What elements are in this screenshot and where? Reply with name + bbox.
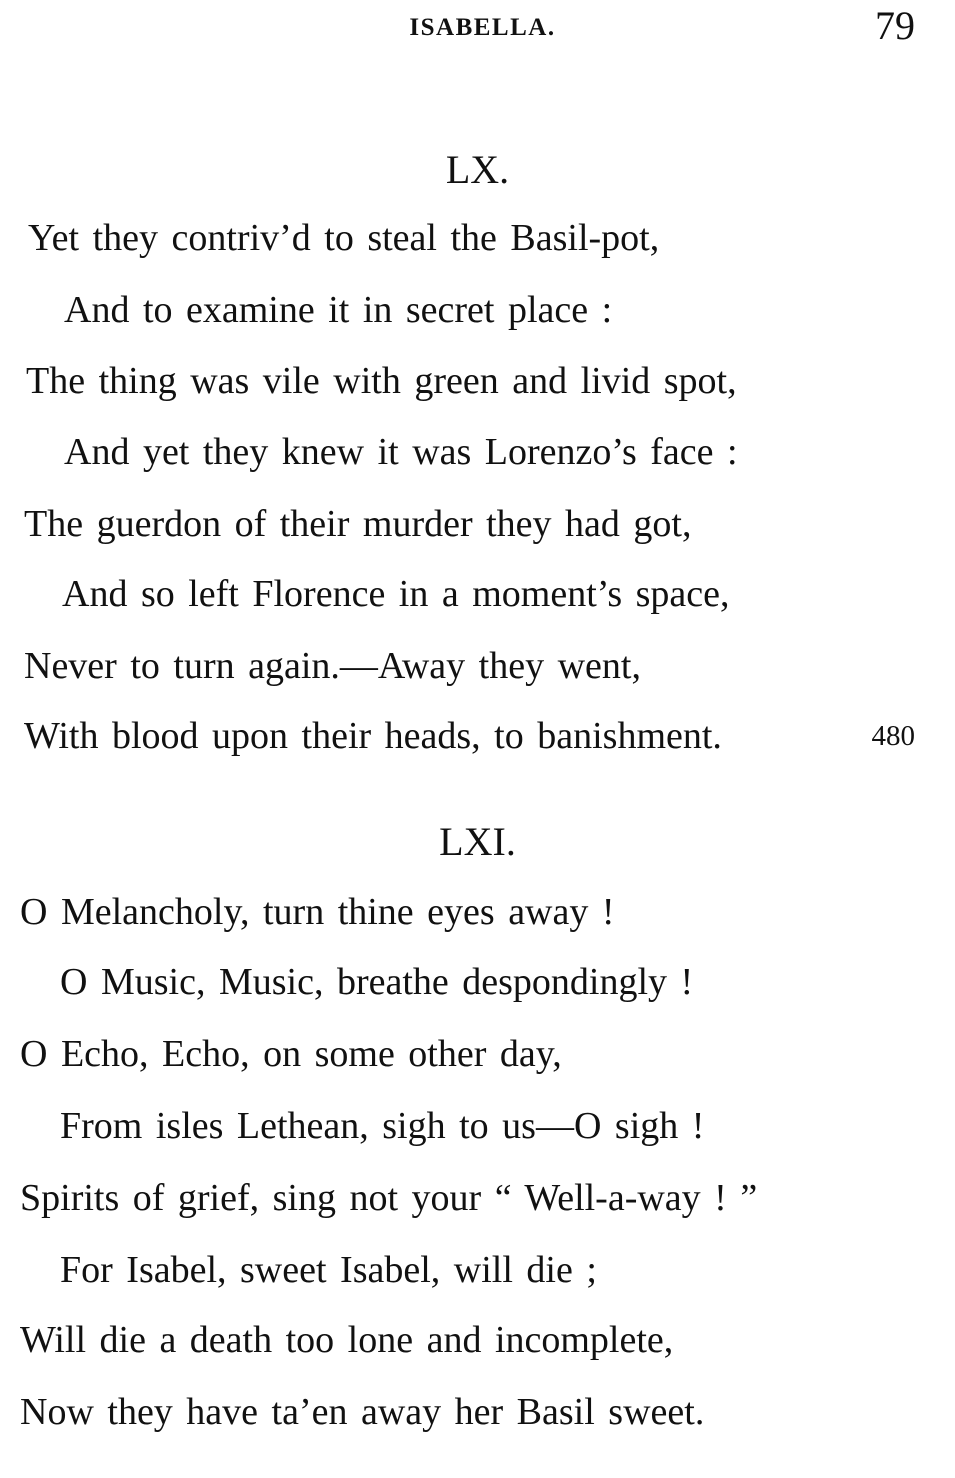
verse-line: O Music, Music, breathe despondingly !: [60, 961, 694, 1003]
verse-line: The thing was vile with green and livid spot,: [26, 360, 737, 402]
verse-line: Never to turn again.—Away they went,: [24, 645, 641, 687]
verse-line: O Echo, Echo, on some other day,: [20, 1033, 562, 1075]
verse-line: Spirits of grief, sing not your “ Well-a-way ! ”: [20, 1177, 758, 1219]
verse-line: With blood upon their heads, to banishment.: [24, 715, 722, 757]
verse-line: Now they have ta’en away her Basil sweet.: [20, 1391, 705, 1433]
stanza-number-lx: LX.: [445, 147, 510, 192]
verse-line: And yet they knew it was Lorenzo’s face :: [64, 431, 738, 473]
verse-line: The guerdon of their murder they had got,: [24, 503, 692, 545]
stanza-number-lxi: LXI.: [439, 819, 516, 864]
verse-line: Yet they contriv’d to steal the Basil-pot,: [28, 217, 660, 259]
verse-line: For Isabel, sweet Isabel, will die ;: [60, 1249, 597, 1291]
line-number: 480: [871, 720, 915, 752]
verse-line: From isles Lethean, sigh to us—O sigh !: [60, 1105, 705, 1147]
page-number: 79: [875, 3, 915, 48]
verse-line: Will die a death too lone and incomplete,: [20, 1319, 674, 1361]
running-title: ISABELLA.: [409, 14, 556, 41]
verse-line: O Melancholy, turn thine eyes away !: [20, 891, 615, 933]
verse-line: And to examine it in secret place :: [64, 289, 613, 331]
verse-line: And so left Florence in a moment’s space,: [62, 573, 730, 615]
